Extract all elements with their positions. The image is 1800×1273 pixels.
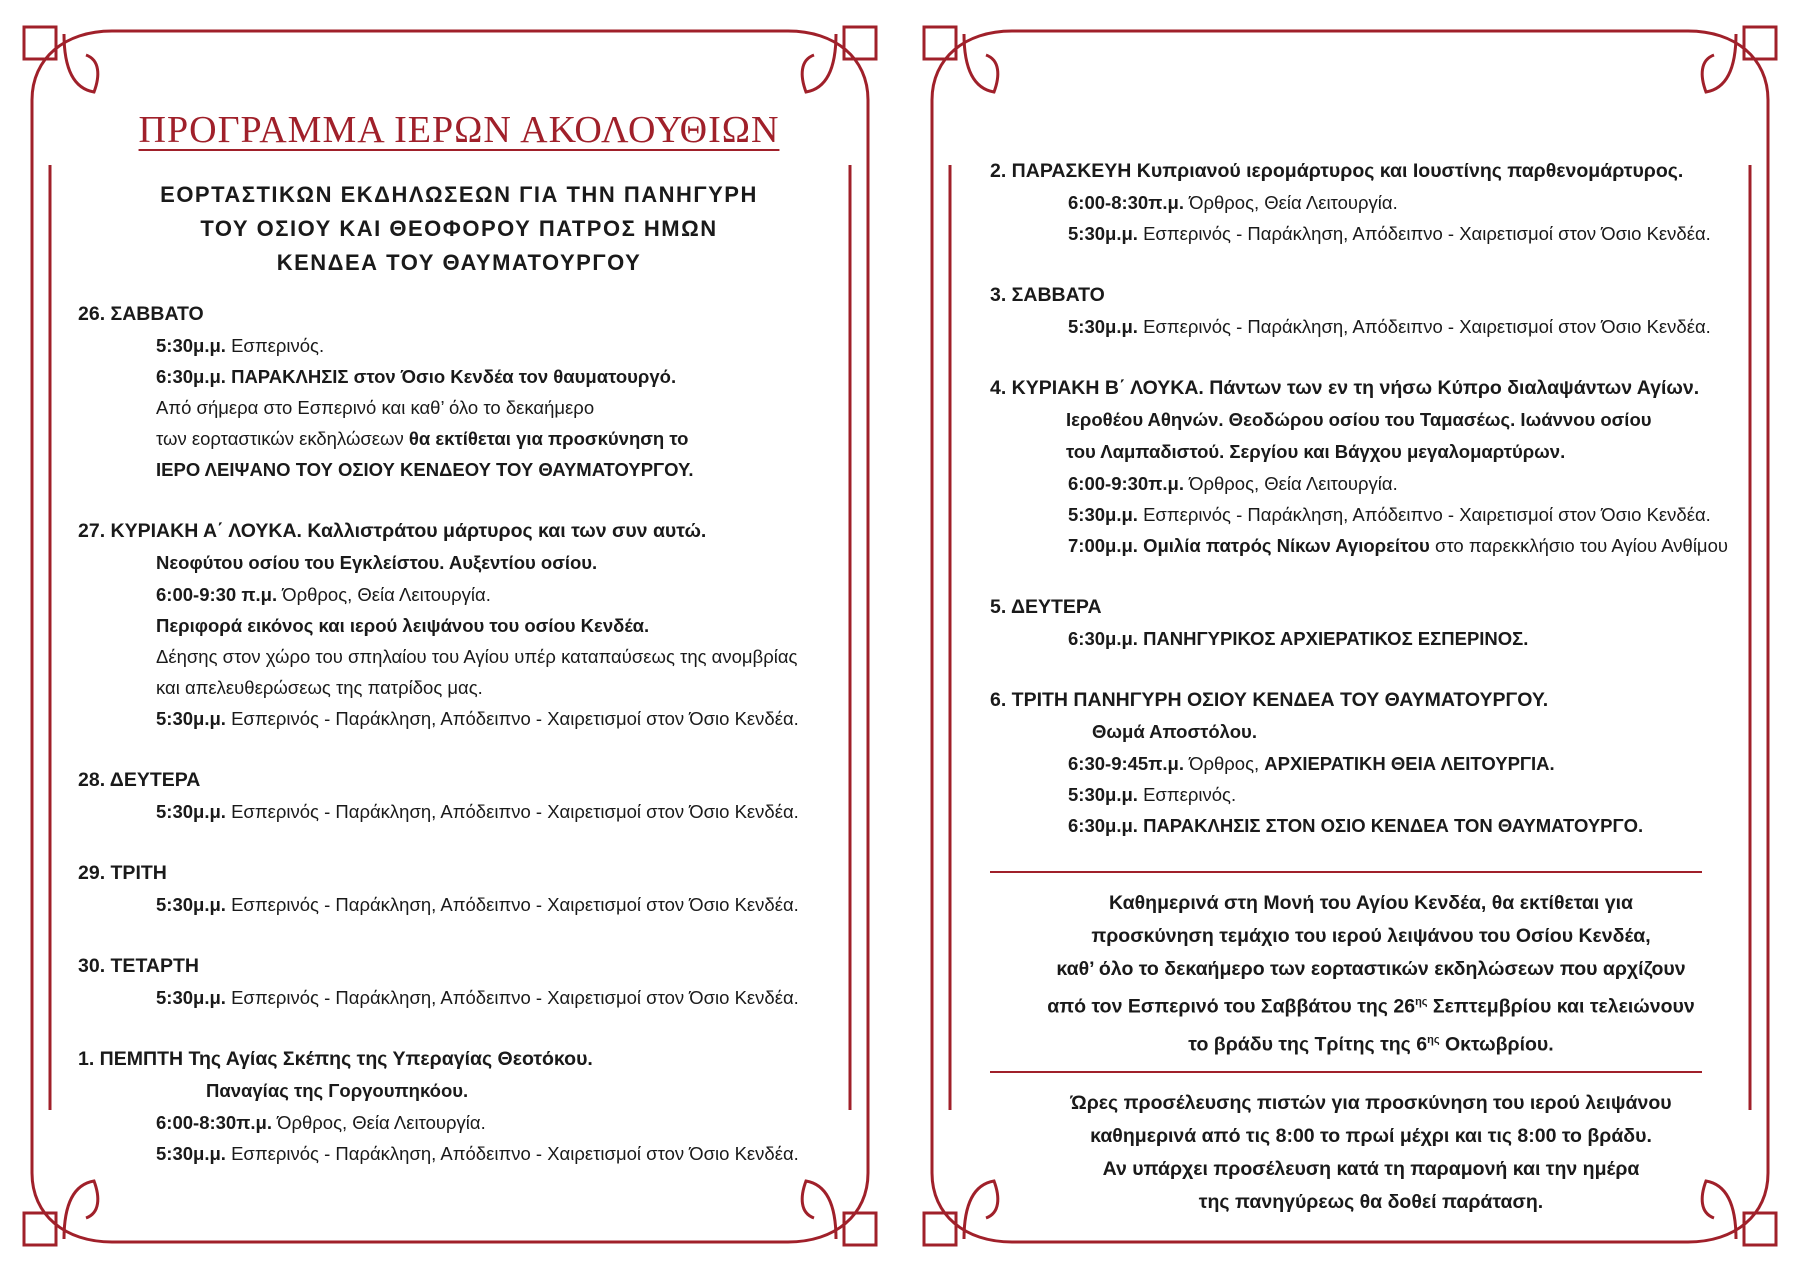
day-heading: 5. ΔΕΥΤΕΡΑ [990, 596, 1102, 618]
visiting-hours-notice [990, 1087, 1752, 1219]
entry-text: Εσπερινός. [1137, 784, 1237, 805]
entry-text: Εσπερινός - Παράκληση, Απόδειπνο - Χαιρετισμοί στον Όσιο Κενδέα. [1137, 504, 1711, 525]
notice-line: Ώρες προσέλευσης πιστών για προσκύνηση του ιερού λειψάνου [1070, 1092, 1672, 1114]
schedule-entry: 6:30μ.μ. ΠΑΡΑΚΛΗΣΙΣ ΣΤΟΝ ΟΣΙΟ ΚΕΝΔΕΑ ΤΟΝ ΘΑΥΜΑΤΟΥΡΓΟ. [1068, 815, 1644, 836]
notice-line: καθημερινά από τις 8:00 το πρωί μέχρι και τις 8:00 το βράδυ. [1090, 1125, 1652, 1147]
schedule-entry [78, 330, 840, 361]
commemoration-line: Νεοφύτου οσίου του Εγκλείστου. Αυξεντίου οσίου. [156, 552, 598, 573]
day-heading: 26. ΣΑΒΒΑΤΟ [78, 303, 204, 325]
day-heading: 6. ΤΡΙΤΗ ΠΑΝΗΓΥΡΗ ΟΣΙΟΥ ΚΕΝΔΕΑ ΤΟΥ ΘΑΥΜΑΤΟΥΡΓΟΥ. [990, 689, 1549, 711]
entry-time: 6:00-8:30π.μ. [156, 1112, 272, 1133]
entry-text: Όρθρος, Θεία Λειτουργία. [277, 584, 491, 605]
entry-text: Εσπερινός - Παράκληση, Απόδειπνο - Χαιρετισμοί στον Όσιο Κενδέα. [225, 894, 799, 915]
notice-line: προσκύνηση τεμάχιο του ιερού λειψάνου του Οσίου Κενδέα, [1091, 925, 1651, 947]
schedule-entry: Περιφορά εικόνος και ιερού λειψάνου του οσίου Κενδέα. [156, 615, 650, 636]
schedule-entry [78, 1138, 840, 1169]
entry-time: 5:30μ.μ. [156, 987, 226, 1008]
notice-line: Καθημερινά στη Μονή του Αγίου Κενδέα, θα εκτίθεται για [1109, 892, 1633, 914]
day-heading: 27. ΚΥΡΙΑΚΗ Α΄ ΛΟΥΚΑ. Καλλιστράτου μάρτυρος και των συν αυτώ. [78, 520, 707, 542]
entry-time: 6:00-9:30 π.μ. [156, 584, 278, 605]
entry-time: 5:30μ.μ. [1068, 223, 1138, 244]
entry-text-bold: 7:00μ.μ. Ομιλία πατρός Νίκων Αγιορείτου [1068, 535, 1430, 556]
schedule-entry [78, 703, 840, 734]
entry-text-bold: θα εκτίθεται για προσκύνηση το [408, 428, 689, 449]
divider [990, 871, 1702, 873]
page-title: ΠΡΟΓΡΑΜΜΑ ΙΕΡΩΝ ΑΚΟΛΟΥΘΙΩΝ [138, 109, 780, 151]
schedule-entry: 6:30μ.μ. ΠΑΡΑΚΛΗΣΙΣ στον Όσιο Κενδέα τον θαυματουργό. [156, 366, 677, 387]
notice-line: Αν υπάρχει προσέλευση κατά τη παραμονή και την ημέρα [1102, 1158, 1640, 1180]
entry-time: 5:30μ.μ. [1068, 784, 1138, 805]
notice-line: της πανηγύρεως θα δοθεί παράταση. [1198, 1191, 1544, 1213]
day-heading: 29. ΤΡΙΤΗ [78, 862, 167, 884]
schedule-entry [990, 530, 1752, 561]
day-heading: 28. ΔΕΥΤΕΡΑ [78, 769, 201, 791]
ordinal-suffix: ης [1427, 1033, 1440, 1046]
subtitle-line: ΕΟΡΤΑΣΤΙΚΩΝ ΕΚΔΗΛΩΣΕΩΝ ΓΙΑ ΤΗΝ ΠΑΝΗΓΥΡΗ [160, 182, 758, 207]
schedule-entry: Από σήμερα στο Εσπερινό και καθ’ όλο το δεκαήμερο [156, 397, 595, 418]
entry-text: Όρθρος, Θεία Λειτουργία. [1183, 473, 1398, 494]
day-section [78, 857, 840, 920]
schedule-entry: και απελευθερώσεως της πατρίδος μας. [156, 677, 483, 698]
entry-time: 6:30-9:45π.μ. [1068, 753, 1184, 774]
entry-text: Όρθρος, Θεία Λειτουργία. [271, 1112, 486, 1133]
schedule-entry [78, 982, 840, 1013]
schedule-entry [990, 468, 1752, 499]
entry-time: 5:30μ.μ. [156, 801, 226, 822]
left-content [78, 108, 840, 1199]
entry-time: 5:30μ.μ. [156, 708, 226, 729]
schedule-entry: 6:30μ.μ. ΠΑΝΗΓΥΡΙΚΟΣ ΑΡΧΙΕΡΑΤΙΚΟΣ ΕΣΠΕΡΙΝΟΣ. [1068, 628, 1529, 649]
schedule-entry [990, 499, 1752, 530]
day-section [78, 298, 840, 485]
schedule-entry [990, 779, 1752, 810]
day-section [78, 515, 840, 734]
day-heading: 2. ΠΑΡΑΣΚΕΥΗ Κυπριανού ιερομάρτυρος και Ιουστίνης παρθενομάρτυρος. [990, 160, 1684, 182]
relic-notice [990, 887, 1752, 1061]
day-section [990, 591, 1752, 654]
day-section [990, 684, 1752, 841]
day-heading: 3. ΣΑΒΒΑΤΟ [990, 284, 1105, 306]
day-section [78, 764, 840, 827]
entry-text: Εσπερινός - Παράκληση, Απόδειπνο - Χαιρετισμοί στον Όσιο Κενδέα. [225, 987, 799, 1008]
entry-text: Εσπερινός. [225, 335, 325, 356]
day-section [78, 950, 840, 1013]
right-content [990, 155, 1752, 1219]
day-section [78, 1043, 840, 1169]
day-section [990, 372, 1752, 561]
schedule-entry: ΙΕΡΟ ΛΕΙΨΑΝΟ ΤΟΥ ΟΣΙΟΥ ΚΕΝΔΕΟΥ ΤΟΥ ΘΑΥΜΑΤΟΥΡΓΟΥ. [156, 459, 694, 480]
schedule-entry [990, 218, 1752, 249]
schedule-entry: Δέησης στον χώρο του σπηλαίου του Αγίου υπέρ καταπαύσεως της ανομβρίας [156, 646, 798, 667]
subtitle-line: ΚΕΝΔΕΑ ΤΟΥ ΘΑΥΜΑΤΟΥΡΓΟΥ [276, 250, 642, 275]
subtitle-line: ΤΟΥ ΟΣΙΟΥ ΚΑΙ ΘΕΟΦΟΡΟΥ ΠΑΤΡΟΣ ΗΜΩΝ [200, 216, 718, 241]
notice-text: Οκτωβρίου. [1439, 1033, 1554, 1055]
notice-line [990, 1024, 1752, 1062]
entry-text-bold: ΑΡΧΙΕΡΑΤΙΚΗ ΘΕΙΑ ΛΕΙΤΟΥΡΓΙΑ. [1264, 753, 1555, 774]
schedule-entry [990, 748, 1752, 779]
entry-time: 5:30μ.μ. [1068, 316, 1138, 337]
entry-time: 6:00-8:30π.μ. [1068, 192, 1184, 213]
schedule-entry [78, 579, 840, 610]
entry-time: 5:30μ.μ. [156, 335, 226, 356]
divider [990, 1071, 1702, 1073]
notice-text: Σεπτεμβρίου και τελειώνουν [1427, 995, 1695, 1018]
schedule-entry [990, 311, 1752, 342]
entry-time: 5:30μ.μ. [156, 894, 226, 915]
notice-line [990, 986, 1752, 1024]
day-section [990, 279, 1752, 342]
day-section [990, 155, 1752, 249]
entry-text: Όρθρος, Θεία Λειτουργία. [1183, 192, 1398, 213]
day-heading: 1. ΠΕΜΠΤΗ Της Αγίας Σκέπης της Υπεραγίας Θεοτόκου. [78, 1048, 593, 1070]
schedule-entry [990, 187, 1752, 218]
entry-text: των εορταστικών εκδηλώσεων [156, 428, 409, 449]
entry-text: Εσπερινός - Παράκληση, Απόδειπνο - Χαιρετισμοί στον Όσιο Κενδέα. [1137, 316, 1711, 337]
entry-time: 5:30μ.μ. [1068, 504, 1138, 525]
entry-time: 6:00-9:30π.μ. [1068, 473, 1184, 494]
entry-text: Εσπερινός - Παράκληση, Απόδειπνο - Χαιρετισμοί στον Όσιο Κενδέα. [225, 1143, 799, 1164]
right-page [900, 0, 1800, 1273]
schedule-entry [78, 423, 840, 454]
notice-text: το βράδυ της Τρίτης της 6 [1188, 1033, 1428, 1055]
schedule-entry [78, 889, 840, 920]
commemoration-line: Ιεροθέου Αθηνών. Θεοδώρου οσίου του Ταμασέως. Ιωάννου οσίου [1066, 409, 1652, 430]
schedule-entry [78, 1107, 840, 1138]
notice-line: καθ’ όλο το δεκαήμερο των εορταστικών εκδηλώσεων που αρχίζουν [1056, 958, 1686, 980]
ordinal-suffix: ης [1415, 996, 1428, 1008]
entry-text: στο παρεκκλήσιο του Αγίου Ανθίμου [1429, 535, 1728, 556]
entry-text: Εσπερινός - Παράκληση, Απόδειπνο - Χαιρετισμοί στον Όσιο Κενδέα. [225, 708, 799, 729]
entry-time: 5:30μ.μ. [156, 1143, 226, 1164]
commemoration-line: του Λαμπαδιστού. Σεργίου και Βάγχου μεγαλομαρτύρων. [1066, 441, 1566, 462]
entry-text: Εσπερινός - Παράκληση, Απόδειπνο - Χαιρετισμοί στον Όσιο Κενδέα. [1137, 223, 1711, 244]
entry-text: Εσπερινός - Παράκληση, Απόδειπνο - Χαιρετισμοί στον Όσιο Κενδέα. [225, 801, 799, 822]
notice-text: από τον Εσπερινό του Σαββάτου της 26 [1047, 995, 1416, 1018]
schedule-entry [78, 796, 840, 827]
commemoration-line: Θωμά Αποστόλου. [1092, 721, 1257, 742]
day-heading: 4. ΚΥΡΙΑΚΗ Β΄ ΛΟΥΚΑ. Πάντων των εν τη νήσω Κύπρο διαλαψάντων Αγίων. [990, 377, 1700, 399]
commemoration-line: Παναγίας της Γοργουπηκόου. [206, 1080, 469, 1101]
day-heading: 30. ΤΕΤΑΡΤΗ [78, 955, 199, 977]
entry-text: Όρθρος, [1183, 753, 1265, 774]
subtitle [78, 178, 840, 280]
